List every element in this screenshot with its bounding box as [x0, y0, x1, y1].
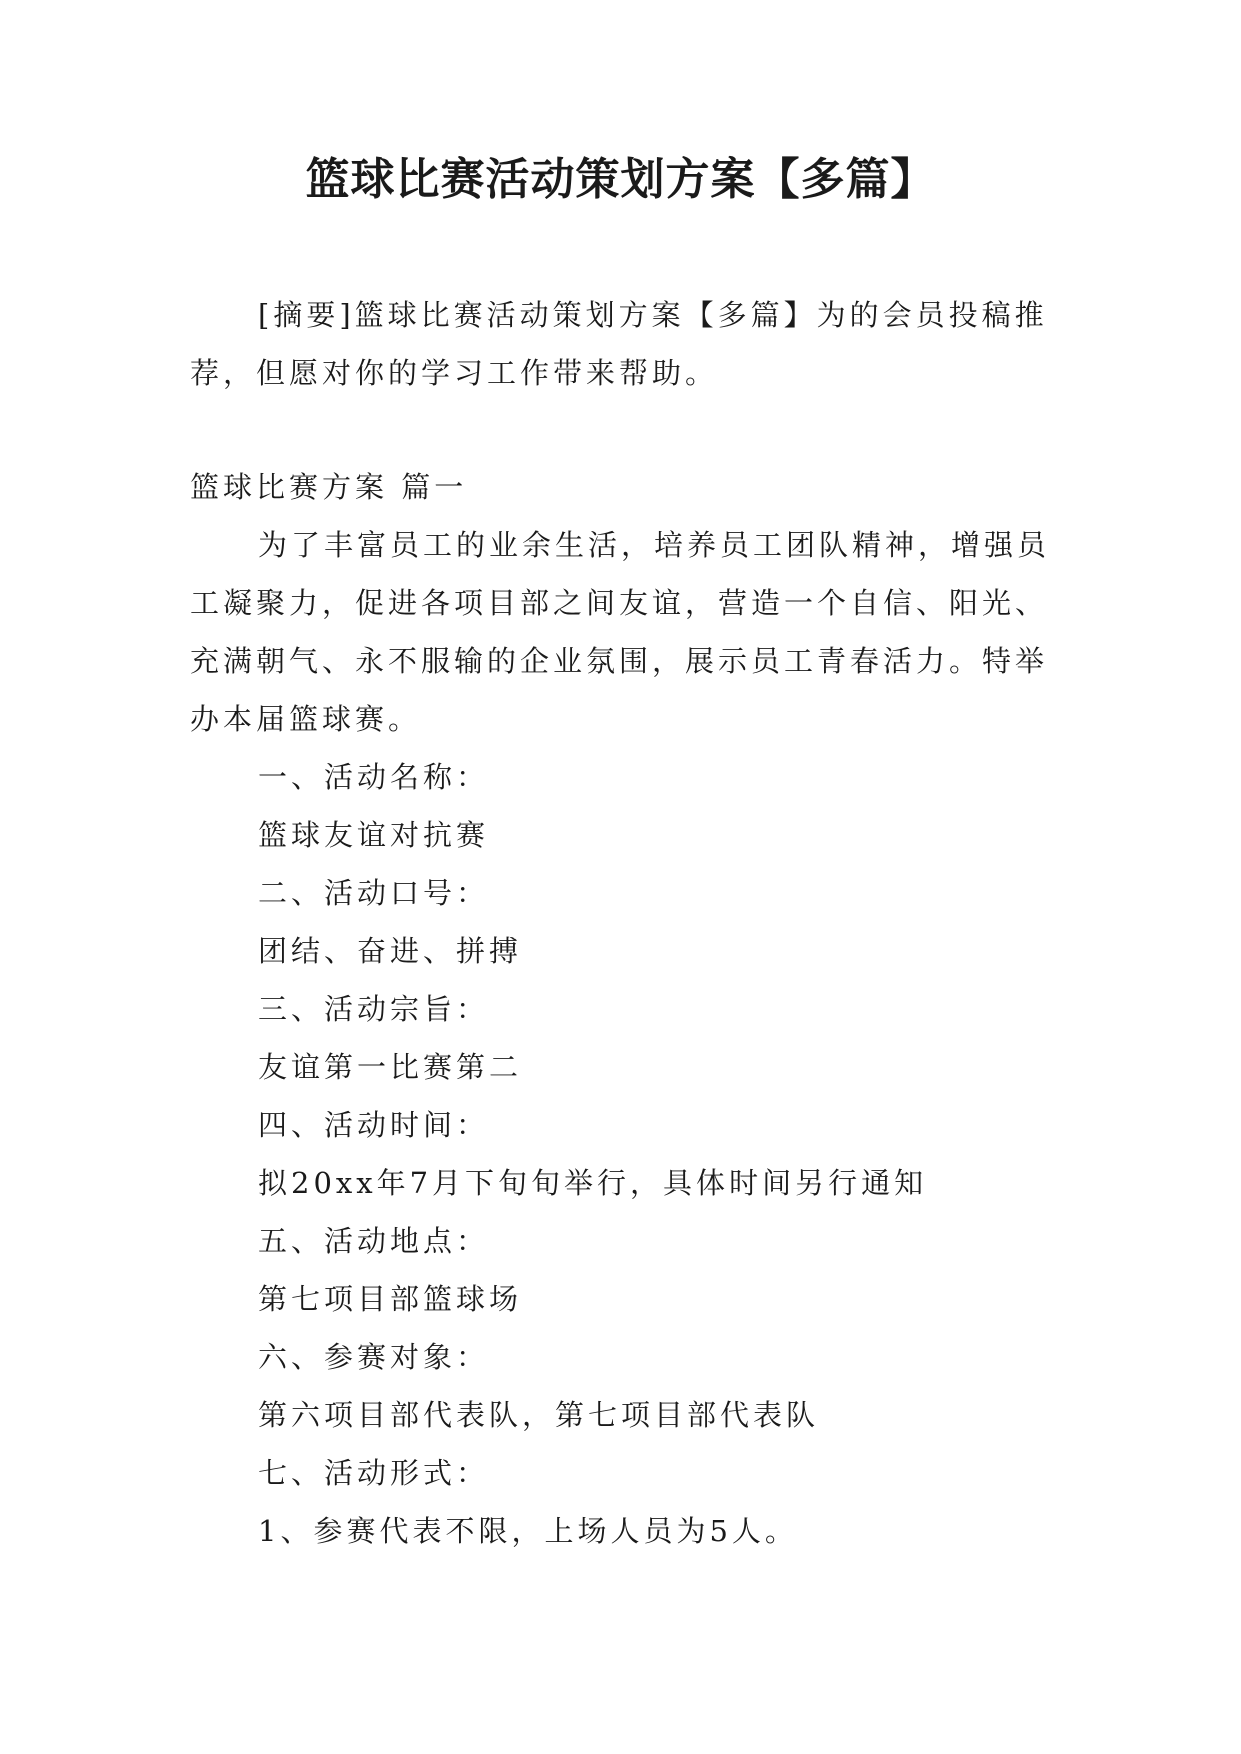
item-location-label: 五、活动地点： [258, 1224, 490, 1258]
document-body [190, 286, 1062, 1560]
document-title: 篮球比赛活动策划方案【多篇】 [305, 154, 936, 205]
item-format-label: 七、活动形式： [258, 1456, 490, 1490]
intro-paragraph: 为了丰富员工的业余生活，培养员工团队精神，增强员工凝聚力，促进各项目部之间友谊，营造一个自信、阳光、充满朝气、永不服输的企业氛围，展示员工青春活力。特举办本届篮球赛。 [190, 528, 1051, 736]
item-activity-name-value: 篮球友谊对抗赛 [258, 818, 490, 852]
item-time-value: 拟20xx年7月下旬旬举行，具体时间另行通知 [258, 1166, 928, 1200]
section-heading: 篮球比赛方案 篇一 [190, 470, 468, 504]
item-slogan-label: 二、活动口号： [258, 876, 490, 910]
item-activity-name-label: 一、活动名称： [258, 760, 490, 794]
item-format-rule-1: 1、参赛代表不限，上场人员为5人。 [258, 1514, 798, 1548]
item-participants-label: 六、参赛对象： [258, 1340, 490, 1374]
item-time-label: 四、活动时间： [258, 1108, 490, 1142]
abstract-paragraph: [摘要]篮球比赛活动策划方案【多篇】为的会员投稿推荐，但愿对你的学习工作带来帮助。 [190, 298, 1048, 390]
item-purpose-label: 三、活动宗旨： [258, 992, 490, 1026]
item-location-value: 第七项目部篮球场 [258, 1282, 523, 1316]
paragraph-gap [190, 402, 1062, 458]
item-participants-value: 第六项目部代表队，第七项目部代表队 [258, 1398, 820, 1432]
item-purpose-value: 友谊第一比赛第二 [258, 1050, 523, 1084]
item-slogan-value: 团结、奋进、拼搏 [258, 934, 523, 968]
